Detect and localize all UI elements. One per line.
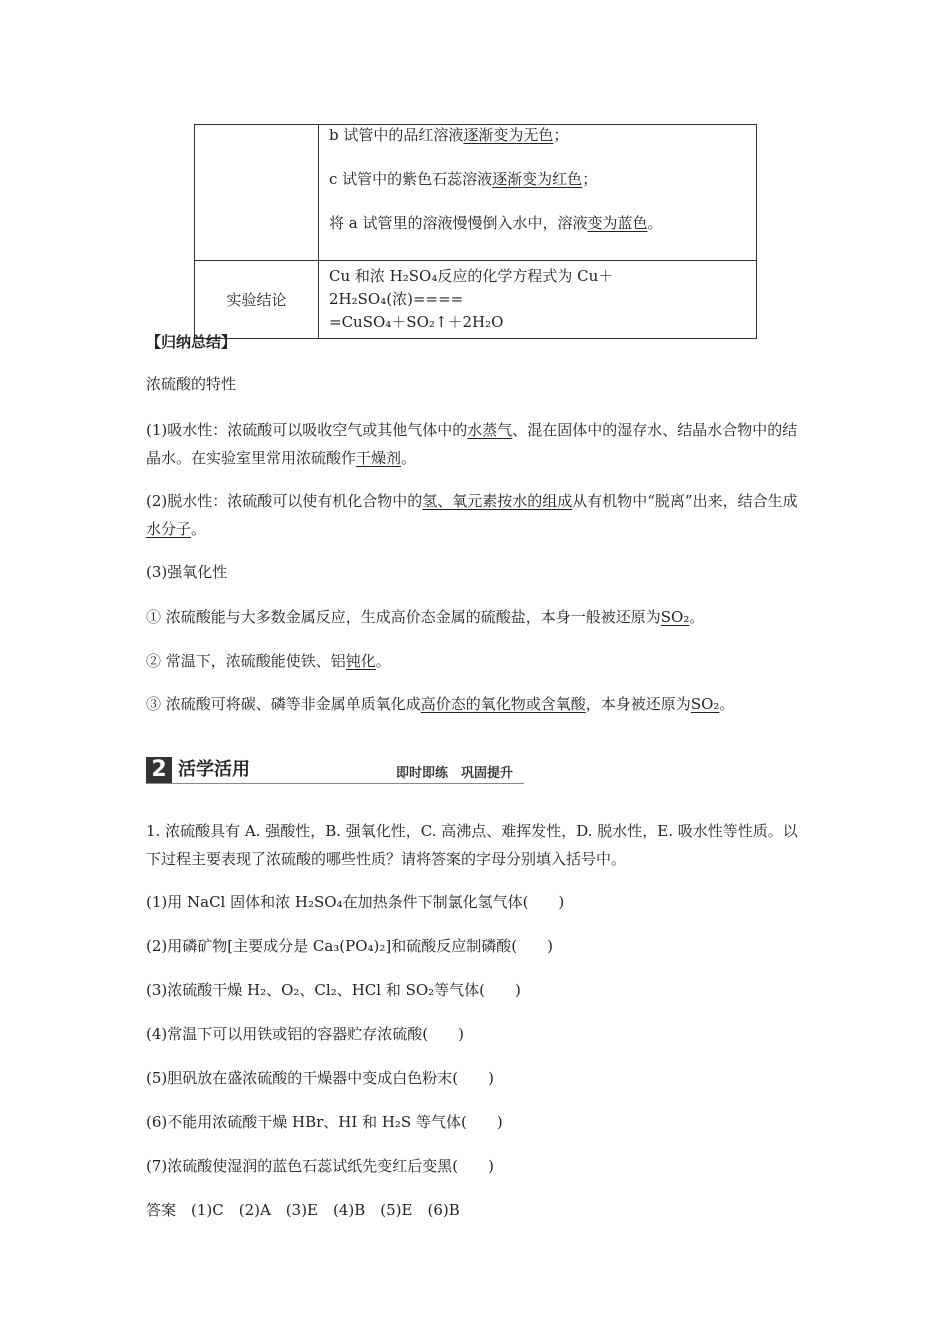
question-stem: 1. 浓硫酸具有 A. 强酸性，B. 强氧化性，C. 高沸点、难挥发性，D. 脱水性，E. 吸水性等性质。以下过程主要表现了浓硫酸的哪些性质？请将答案的字母分别填入括号中。: [146, 822, 798, 868]
question-item: (2)用磷矿物[主要成分是 Ca₃(PO₄)₂]和硫酸反应制磷酸( ): [146, 937, 553, 955]
summary-topic: 浓硫酸的特性: [146, 375, 237, 393]
summary-heading: 【归纳总结】: [146, 333, 237, 351]
oxidizing-point-1: ① 浓硫酸能与大多数金属反应，生成高价态金属的硫酸盐，本身一般被还原为SO₂。: [146, 608, 705, 626]
question-item: (4)常温下可以用铁或铝的容器贮存浓硫酸( ): [146, 1025, 464, 1043]
banner-divider: [146, 783, 524, 784]
answer-line: 答案 (1)C (2)A (3)E (4)B (5)E (6)B: [146, 1201, 460, 1219]
section-number-badge: 2: [146, 757, 172, 783]
observation-a: 将 a 试管里的溶液慢慢倒入水中，溶液变为蓝色。: [329, 214, 663, 232]
question-item: (5)胆矾放在盛浓硫酸的干燥器中变成白色粉末( ): [146, 1069, 494, 1087]
table-row: [195, 261, 757, 339]
table-cell-empty: [195, 125, 319, 261]
section-banner: [146, 754, 526, 784]
property-oxidizing: (3)强氧化性: [146, 563, 228, 581]
table-row: [195, 125, 757, 261]
section-title: 活学活用: [178, 759, 250, 780]
question-item: (1)用 NaCl 固体和浓 H₂SO₄在加热条件下制氯化氢气体( ): [146, 893, 565, 911]
question-item: (3)浓硫酸干燥 H₂、O₂、Cl₂、HCl 和 SO₂等气体( ): [146, 981, 521, 999]
oxidizing-point-2: ② 常温下，浓硫酸能使铁、铝钝化。: [146, 652, 391, 670]
experiment-table: [194, 124, 757, 339]
property-water-absorption: (1)吸水性：浓硫酸可以吸收空气或其他气体中的水蒸气、混在固体中的湿存水、结晶水合物中的结晶水。在实验室里常用浓硫酸作干燥剂。: [146, 421, 798, 467]
question-item: (7)浓硫酸使湿润的蓝色石蕊试纸先变红后变黑( ): [146, 1157, 494, 1175]
question-item: (6)不能用浓硫酸干燥 HBr、HI 和 H₂S 等气体( ): [146, 1113, 503, 1131]
property-dehydration: (2)脱水性：浓硫酸可以使有机化合物中的氢、氧元素按水的组成从有机物中“脱离”出来，结合生成水分子。: [146, 492, 798, 538]
observation-c: c 试管中的紫色石蕊溶液逐渐变为红色；: [329, 170, 598, 188]
conclusion-equation: Cu 和浓 H₂SO₄反应的化学方程式为 Cu＋2H₂SO₄(浓)==== =CuSO₄＋SO₂↑＋2H₂O: [319, 261, 757, 339]
conclusion-label: 实验结论: [195, 261, 319, 339]
oxidizing-point-3: ③ 浓硫酸可将碳、磷等非金属单质氧化成高价态的氧化物或含氧酸，本身被还原为SO₂。: [146, 695, 735, 713]
observation-b: b 试管中的品红溶液逐渐变为无色；: [329, 126, 569, 144]
section-subtitle: 即时即练 巩固提升: [396, 766, 514, 781]
table-cell-observations: [319, 125, 757, 261]
